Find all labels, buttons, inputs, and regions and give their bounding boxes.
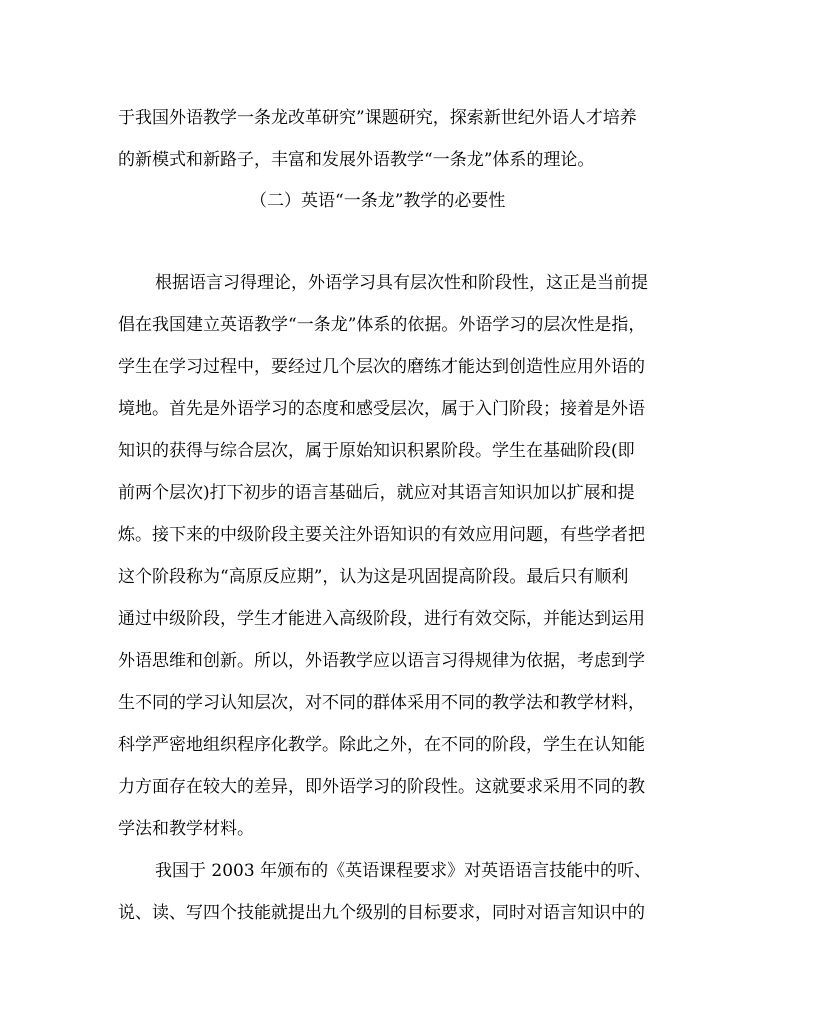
paragraph2-line-1: 我国于 2003 年颁布的《英语课程要求》对英语语言技能中的听、 [155, 861, 652, 881]
paragraph1-line-9: 通过中级阶段，学生才能进入高级阶段，进行有效交际，并能达到运用 [118, 609, 645, 629]
section-heading: （二）英语“一条龙”教学的必要性 [250, 191, 506, 211]
paragraph1-line-7: 炼。接下来的中级阶段主要关注外语知识的有效应用问题，有些学者把 [118, 525, 645, 545]
paragraph1-line-11: 生不同的学习认知层次，对不同的群体采用不同的教学法和教学材料， [118, 693, 645, 713]
paragraph1-line-3: 学生在学习过程中，要经过几个层次的磨练才能达到创造性应用外语的 [118, 357, 645, 377]
paragraph1-line-14: 学法和教学材料。 [118, 819, 254, 839]
paragraph1-line-5: 知识的获得与综合层次，属于原始知识积累阶段。学生在基础阶段(即 [118, 441, 635, 461]
paragraph1-line-13: 力方面存在较大的差异，即外语学习的阶段性。这就要求采用不同的教 [118, 777, 645, 797]
paragraph1-line-8: 这个阶段称为“高原反应期”，认为这是巩固提高阶段。最后只有顺利 [118, 567, 629, 587]
paragraph1-line-6: 前两个层次)打下初步的语言基础后，就应对其语言知识加以扩展和提 [118, 483, 635, 503]
paragraph1-line-12: 科学严密地组织程序化教学。除此之外，在不同的阶段，学生在认知能 [118, 735, 645, 755]
intro-line-1: 于我国外语教学一条龙改革研究”课题研究，探索新世纪外语人才培养 [118, 108, 637, 128]
paragraph1-line-4: 境地。首先是外语学习的态度和感受层次，属于入门阶段；接着是外语 [118, 399, 645, 419]
paragraph2-line-2: 说、读、写四个技能就提出九个级别的目标要求，同时对语言知识中的 [118, 903, 645, 923]
paragraph1-line-10: 外语思维和创新。所以，外语教学应以语言习得规律为依据，考虑到学 [118, 651, 645, 671]
paragraph1-line-2: 倡在我国建立英语教学“一条龙”体系的依据。外语学习的层次性是指， [118, 315, 646, 335]
intro-line-2: 的新模式和新路子，丰富和发展外语教学“一条龙”体系的理论。 [118, 150, 595, 170]
paragraph1-line-1: 根据语言习得理论，外语学习具有层次性和阶段性，这正是当前提 [155, 273, 648, 293]
